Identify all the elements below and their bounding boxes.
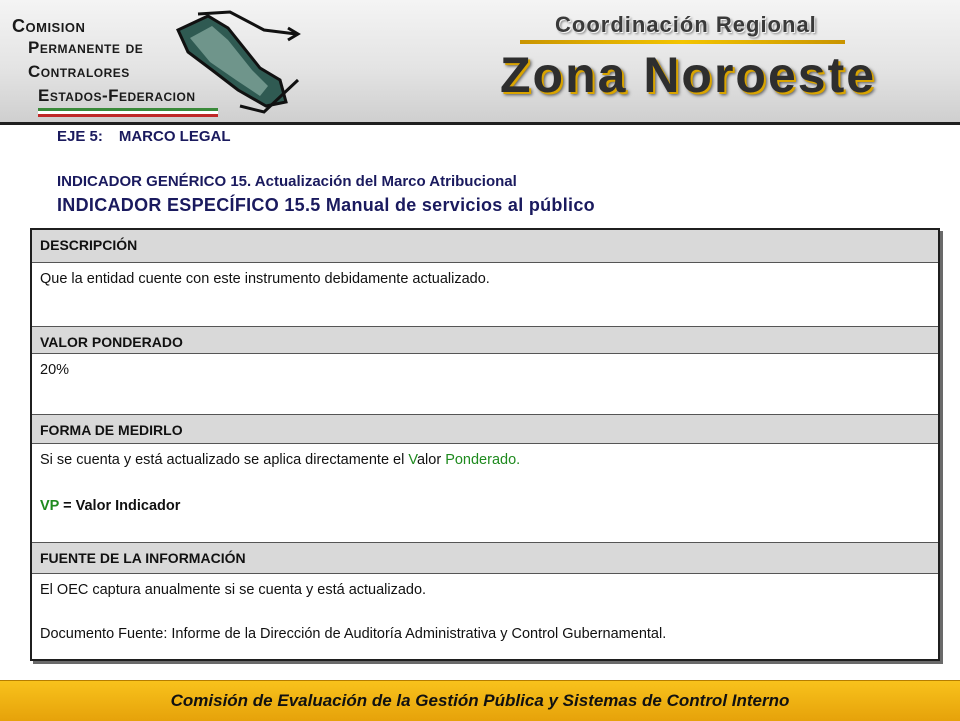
indicador-generico: INDICADOR GENÉRICO 15. Actualización del Marco Atribucional (57, 173, 517, 190)
forma-text-line (40, 450, 938, 470)
forma-text: Si se cuenta y está actualizado se aplica directamente el (40, 452, 409, 468)
logo-line-3: Contralores (28, 62, 130, 81)
commission-logo (8, 8, 308, 116)
fuente-line-1: El OEC captura anualmente si se cuenta y está actualizado. (40, 582, 427, 598)
descripcion-body: Que la entidad cuente con este instrumento debidamente actualizado. (32, 263, 938, 326)
forma-body (32, 444, 938, 542)
eje-name: MARCO LEGAL (118, 128, 231, 145)
region-title: Zona Noroeste (500, 47, 877, 103)
forma-v-letter: V (408, 452, 417, 468)
map-emblem-icon (168, 10, 308, 114)
forma-p-letter: P (445, 452, 455, 468)
forma-onderado: onderado. (454, 452, 521, 468)
valor-body: 20% (32, 354, 938, 414)
forma-header: FORMA DE MEDIRLO (32, 414, 938, 444)
forma-alor: alor (416, 452, 446, 468)
indicador-especifico: INDICADOR ESPECÍFICO 15.5 Manual de servicios al público (57, 195, 595, 215)
title-underline (520, 40, 845, 44)
formula-vp: VP (40, 498, 60, 514)
eje-heading (57, 128, 231, 145)
fuente-line-2: Documento Fuente: Informe de la Dirección de Auditoría Administrativa y Control Gubernamental. (40, 626, 667, 642)
indicator-table (30, 228, 940, 661)
eje-label: EJE 5: (57, 128, 103, 145)
formula-rest: = Valor Indicador (59, 498, 181, 514)
coordination-title: Coordinación Regional (555, 12, 817, 37)
footer-text: Comisión de Evaluación de la Gestión Pública y Sistemas de Control Interno (170, 691, 790, 710)
descripcion-header: DESCRIPCIÓN (32, 230, 938, 263)
logo-line-1: Comision (12, 16, 86, 36)
logo-line-4: Estados-Federacion (38, 86, 196, 105)
logo-line-2: Permanente de (28, 38, 144, 57)
flag-stripe-red (38, 114, 218, 117)
footer-bar (0, 680, 960, 721)
fuente-body (32, 574, 938, 659)
valor-header: VALOR PONDERADO (32, 326, 938, 354)
fuente-header: FUENTE DE LA INFORMACIÓN (32, 542, 938, 574)
header-banner (0, 0, 960, 125)
formula-line (40, 496, 938, 516)
